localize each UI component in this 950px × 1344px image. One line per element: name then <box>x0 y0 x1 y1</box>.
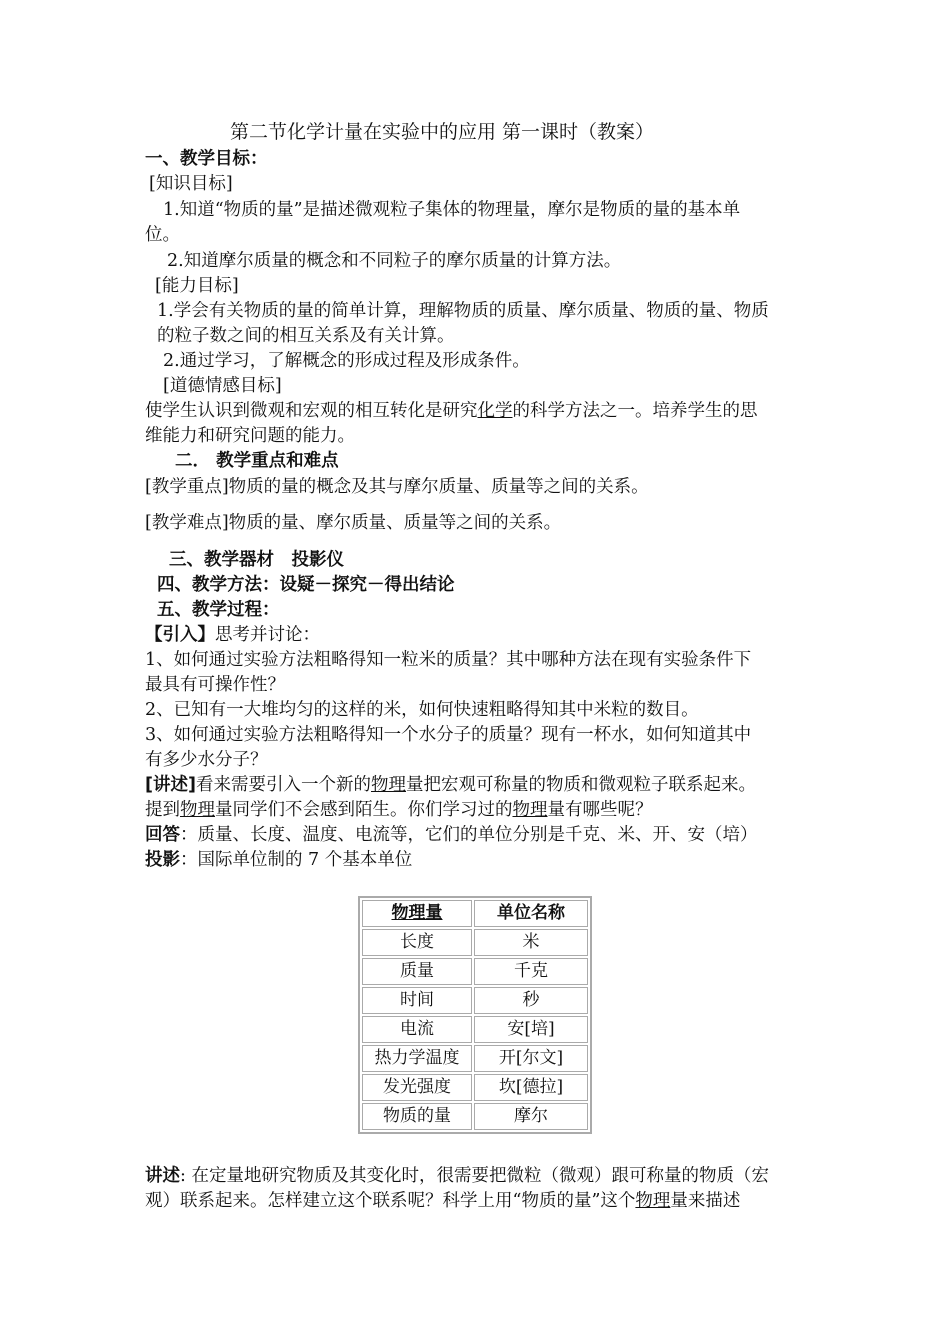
unit-cell: 开[尔文] <box>474 1045 588 1072</box>
final-lecture-line-2 <box>145 1189 740 1214</box>
intro-line <box>145 623 320 648</box>
question-2: 2、已知有一大堆均匀的这样的米，如何快速粗略得知其中米粒的数目。 <box>145 700 699 720</box>
ability-goal-1-line-2: 的粒子数之间的相互关系及有关计算。 <box>157 326 455 346</box>
unit-cell: 秒 <box>474 987 588 1014</box>
lecture-label: [讲述] <box>145 775 196 795</box>
knowledge-goal-label: [知识目标] <box>149 174 233 194</box>
quantity-cell: 质量 <box>362 958 472 985</box>
section-4-heading: 四、教学方法：设疑－探究－得出结论 <box>157 575 455 595</box>
physical-quantity-link[interactable]: 物理 <box>512 800 548 820</box>
lecture2-text-mid: 量同学们不会感到陌生。你们学习过的 <box>215 800 513 820</box>
final-lecture-text-2: 观）联系起来。怎样建立这个联系呢？科学上用“物质的量”这个 <box>145 1191 636 1211</box>
table-row <box>362 1074 588 1101</box>
lecture2-text: 提到 <box>145 800 180 820</box>
table-row <box>362 987 588 1014</box>
key-point: [教学重点]物质的量的概念及其与摩尔质量、质量等之间的关系。 <box>145 477 649 497</box>
section-2-heading: 二． 教学重点和难点 <box>175 451 339 471</box>
projection-text: ：国际单位制的 7 个基本单位 <box>180 850 413 870</box>
question-1-line-1: 1、如何通过实验方法粗略得知一粒米的质量？其中哪种方法在现有实验条件下 <box>145 650 752 670</box>
moral-goal-label: [道德情感目标] <box>163 376 282 396</box>
quantity-cell: 电流 <box>362 1016 472 1043</box>
intro-text: 思考并讨论： <box>215 625 320 645</box>
table-row <box>362 929 588 956</box>
ability-goal-2: 2.通过学习，了解概念的形成过程及形成条件。 <box>163 351 530 371</box>
answer-text: ：质量、长度、温度、电流等，它们的单位分别是千克、米、开、安（培） <box>180 825 758 845</box>
intro-label: 【引入】 <box>145 625 215 645</box>
lecture-line-2 <box>145 798 653 823</box>
knowledge-goal-1-line-2: 位。 <box>145 225 180 245</box>
quantity-cell: 发光强度 <box>362 1074 472 1101</box>
section-1-heading: 一、教学目标： <box>145 149 268 169</box>
table-row <box>362 1045 588 1072</box>
ability-goal-1-line-1: 1.学会有关物质的量的简单计算，理解物质的质量、摩尔质量、物质的量、物质 <box>157 301 769 321</box>
unit-cell: 千克 <box>474 958 588 985</box>
physical-quantity-link[interactable]: 物理 <box>180 800 215 820</box>
quantity-cell: 热力学温度 <box>362 1045 472 1072</box>
moral-goal-line-2: 维能力和研究问题的能力。 <box>145 426 355 446</box>
lecture-text: 看来需要引入一个新的 <box>196 775 371 795</box>
ability-goal-label: [能力目标] <box>155 276 239 296</box>
moral-text-end: 的科学方法之一。培养学生的思 <box>512 401 758 421</box>
document-title: 第二节化学计量在实验中的应用 第一课时（教案） <box>230 121 655 143</box>
header-unit: 单位名称 <box>474 900 588 927</box>
final-lecture-text: : 在定量地研究物质及其变化时，很需要把微粒（微观）跟可称量的物质（宏 <box>180 1166 769 1186</box>
question-3-line-1: 3、如何通过实验方法粗略得知一个水分子的质量？现有一杯水，如何知道其中 <box>145 725 752 745</box>
knowledge-goal-2: 2.知道摩尔质量的概念和不同粒子的摩尔质量的计算方法。 <box>167 251 622 271</box>
final-lecture-label: 讲述 <box>145 1166 180 1186</box>
unit-cell: 摩尔 <box>474 1103 588 1130</box>
projection-line <box>145 848 412 873</box>
header-quantity: 物理量 <box>362 900 472 927</box>
answer-line <box>145 823 758 848</box>
knowledge-goal-1-line-1: 1.知道“物质的量”是描述微观粒子集体的物理量，摩尔是物质的量的基本单 <box>163 200 741 220</box>
projection-label: 投影 <box>145 850 180 870</box>
lecture2-text-end: 量有哪些呢？ <box>547 800 653 820</box>
unit-cell: 安[培] <box>474 1016 588 1043</box>
chemistry-link[interactable]: 化学 <box>477 401 513 421</box>
difficult-point: [教学难点]物质的量、摩尔质量、质量等之间的关系。 <box>145 513 562 533</box>
section-3-heading: 三、教学器材 投影仪 <box>169 550 344 570</box>
lecture-text-end: 量把宏观可称量的物质和微观粒子联系起来。 <box>406 775 756 795</box>
unit-cell: 坎[德拉] <box>474 1074 588 1101</box>
table-row <box>362 958 588 985</box>
question-1-line-2: 最具有可操作性？ <box>145 675 285 695</box>
quantity-cell: 物质的量 <box>362 1103 472 1130</box>
answer-label: 回答 <box>145 825 180 845</box>
si-units-table <box>358 896 592 1134</box>
table-header-row <box>362 900 588 927</box>
question-3-line-2: 有多少水分子？ <box>145 750 268 770</box>
physical-quantity-link[interactable]: 物理 <box>635 1191 671 1211</box>
unit-cell: 米 <box>474 929 588 956</box>
final-lecture-line-1 <box>145 1164 769 1189</box>
table-row <box>362 1016 588 1043</box>
section-5-heading: 五、教学过程： <box>157 600 280 620</box>
final-lecture-text-2-end: 量来描述 <box>670 1191 741 1211</box>
quantity-cell: 时间 <box>362 987 472 1014</box>
table-row <box>362 1103 588 1130</box>
lecture-line-1 <box>145 773 756 798</box>
moral-text: 使学生认识到微观和宏观的相互转化是研究 <box>145 401 478 421</box>
physical-quantity-link[interactable]: 物理 <box>371 775 406 795</box>
moral-goal-line-1 <box>145 399 758 424</box>
quantity-cell: 长度 <box>362 929 472 956</box>
